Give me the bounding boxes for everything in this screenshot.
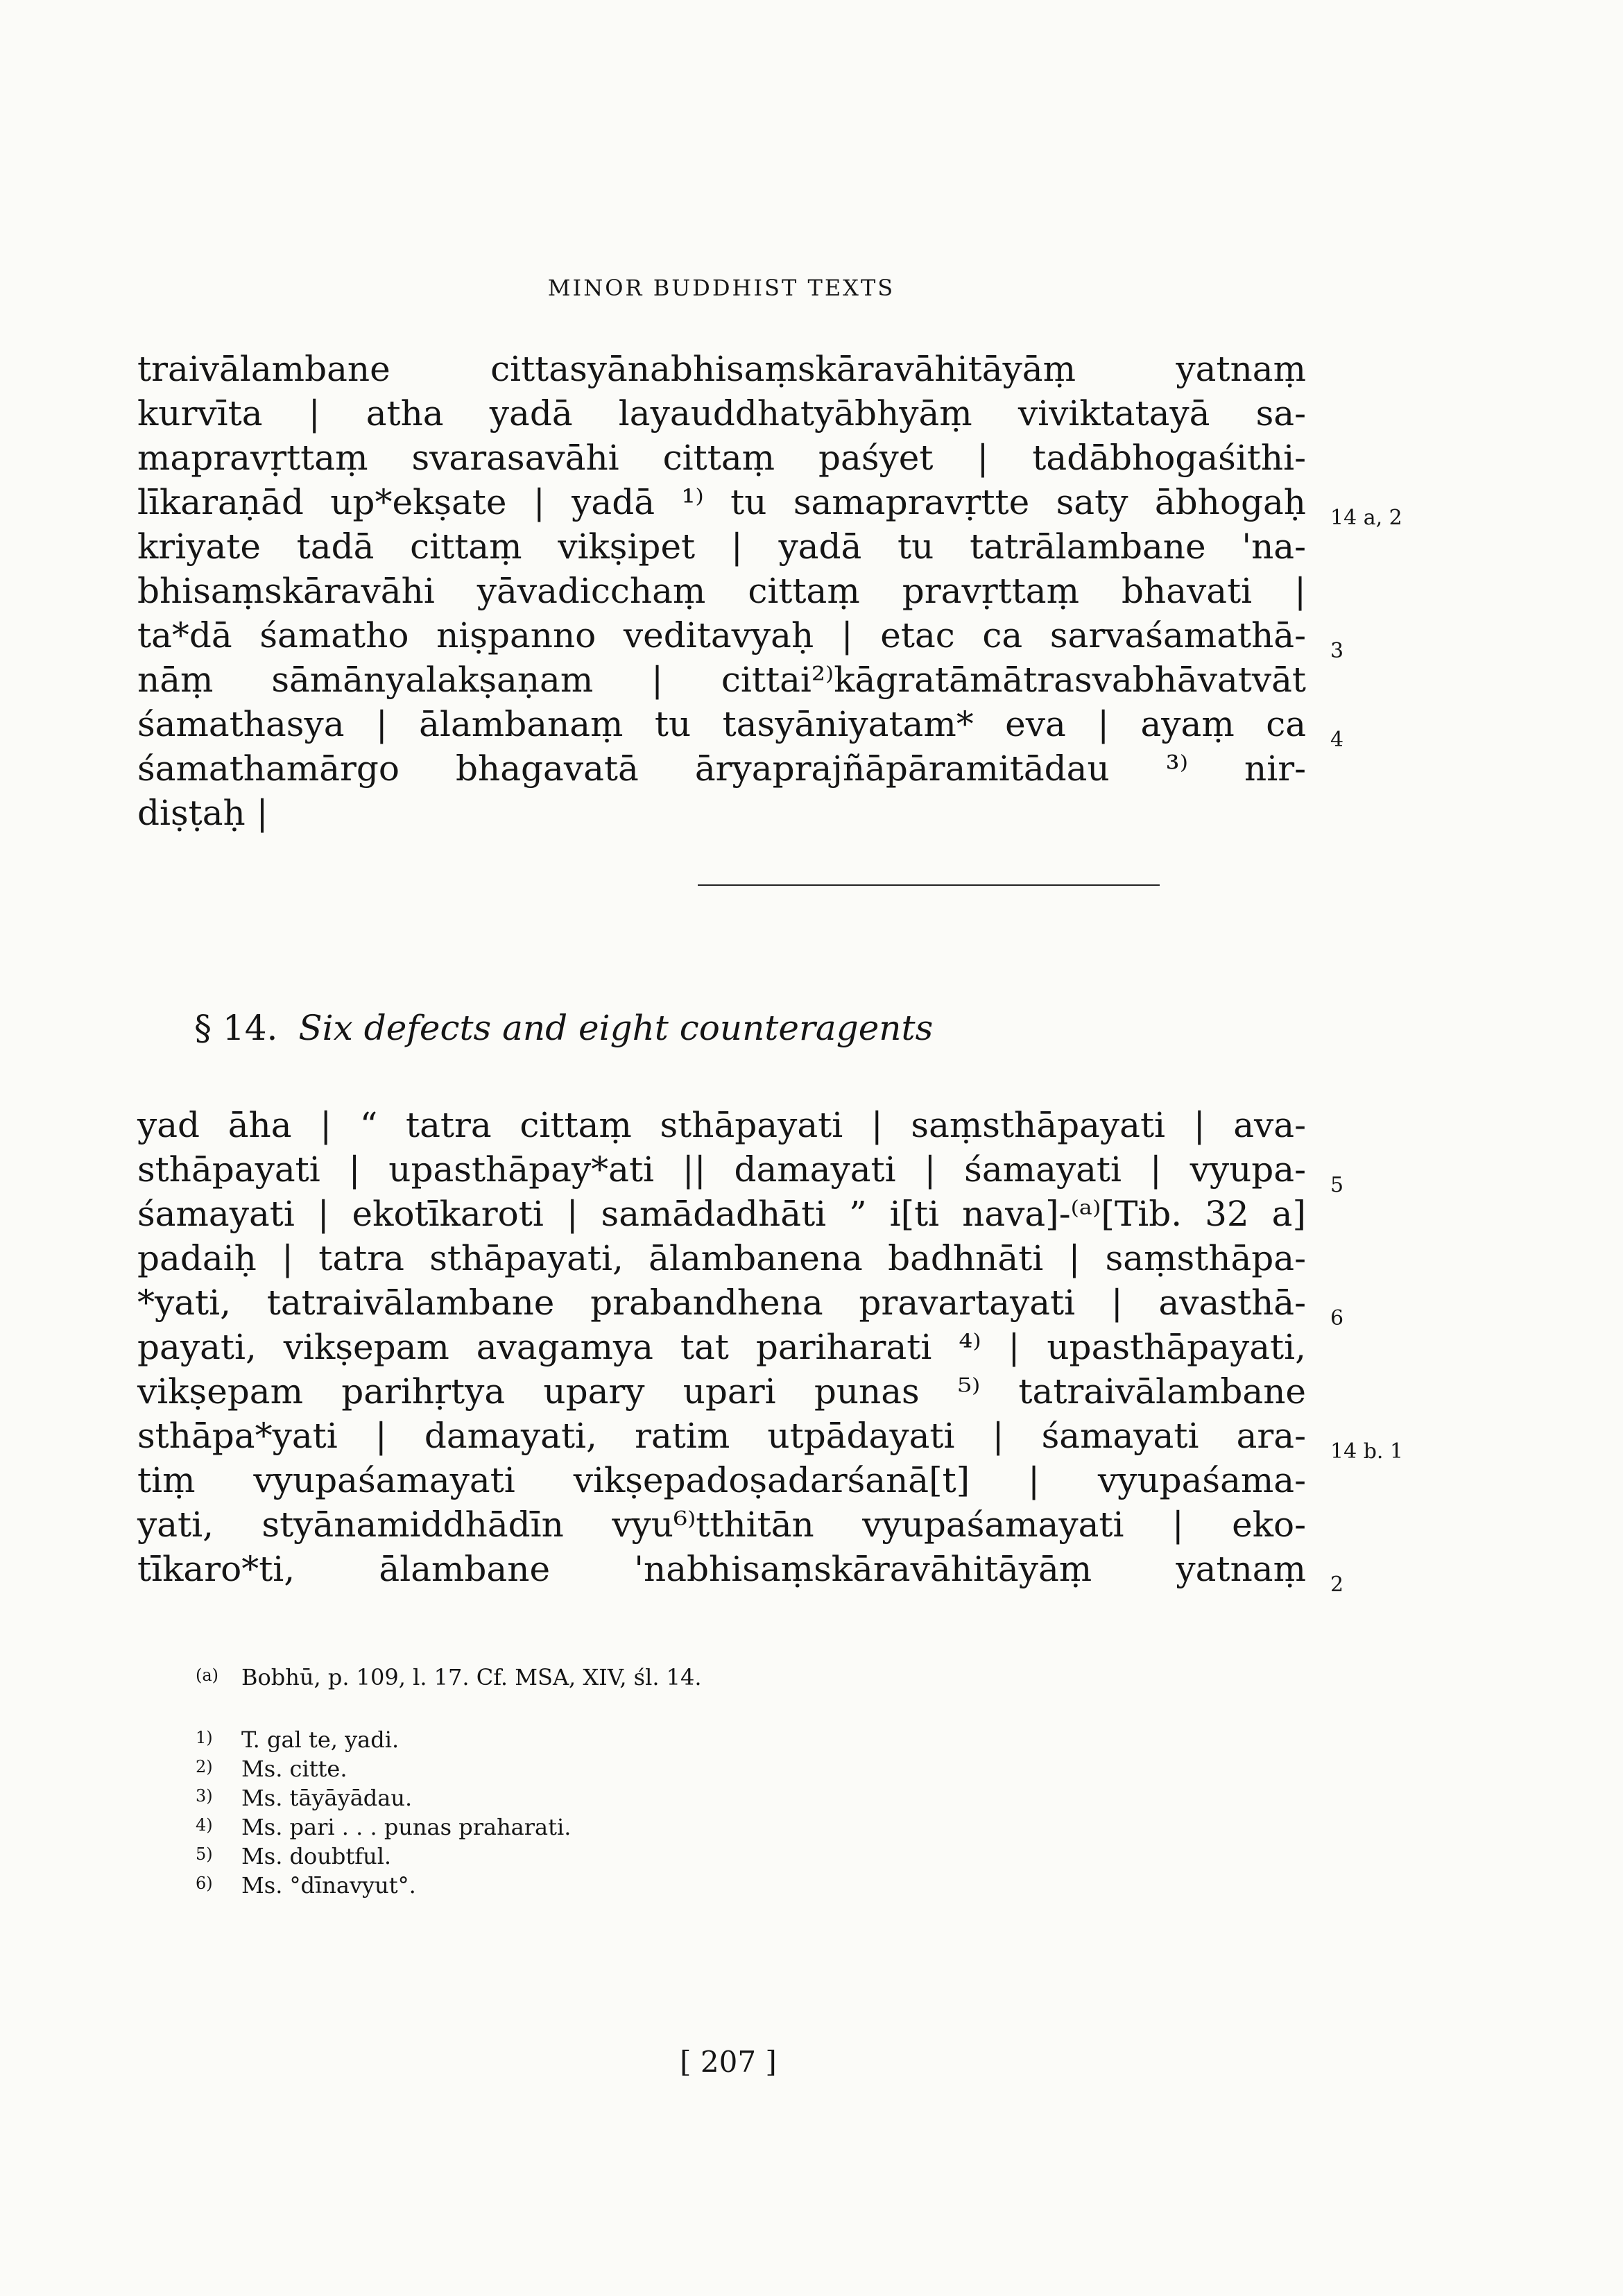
footnote-mark: 3) xyxy=(196,1786,213,1806)
p2-line-4: padaiḥ | tatra sthāpayati, ālambanena badhnāti | saṃsthāpa- xyxy=(137,1238,1306,1278)
footnote xyxy=(196,1724,399,1754)
footnote xyxy=(196,1753,347,1783)
p2-line-8: sthāpa*yati | damayati, ratim utpādayati | śamayati ara- xyxy=(137,1416,1306,1456)
margin-ref: 5 xyxy=(1330,1173,1344,1197)
footnote-text: Ms. doubtful. xyxy=(241,1843,392,1869)
footnote-text: Ms. citte. xyxy=(241,1756,347,1782)
footnote-text: Ms. °dīnavyut°. xyxy=(241,1872,416,1899)
p1-line-10: śamathamārgo bhagavatā āryaprajñāpāramitādau ³⁾ nir- xyxy=(137,748,1306,789)
footnote xyxy=(196,1661,702,1691)
footnote-mark: 4) xyxy=(196,1815,213,1835)
section-number: § 14. xyxy=(194,1008,278,1048)
p2-line-10: yati, styānamiddhādīn vyu⁶⁾tthitān vyupaśamayati | eko- xyxy=(137,1505,1306,1545)
margin-ref: 3 xyxy=(1330,639,1344,663)
p2-line-1: yad āha | “ tatra cittaṃ sthāpayati | saṃsthāpayati | ava- xyxy=(137,1105,1306,1145)
p1-line-3: mapravṛttaṃ svarasavāhi cittaṃ paśyet | tadābhogaśithi- xyxy=(137,438,1306,478)
footnote-mark: 1) xyxy=(196,1728,213,1747)
footnote-text: Ms. pari . . . punas praharati. xyxy=(241,1814,572,1840)
page-number: [ 207 ] xyxy=(680,2045,777,2079)
section-heading xyxy=(194,1006,933,1050)
footnote-mark: (a) xyxy=(196,1665,219,1685)
footnote-mark: 5) xyxy=(196,1844,213,1864)
margin-ref: 4 xyxy=(1330,728,1344,752)
p1-line-7: ta*dā śamatho niṣpanno veditavyaḥ | etac ca sarvaśamathā- xyxy=(137,615,1306,656)
p2-line-9: tiṃ vyupaśamayati vikṣepadoṣadarśanā[t] | vyupaśama- xyxy=(137,1460,1306,1500)
p2-line-5: *yati, tatraivālambane prabandhena pravartayati | avasthā- xyxy=(137,1283,1306,1323)
footnote-text: Bobhū, p. 109, l. 17. Cf. MSA, XIV, śl. 14. xyxy=(241,1664,702,1690)
p1-line-9: śamathasya | ālambanaṃ tu tasyāniyatam* eva | ayaṃ ca xyxy=(137,704,1306,744)
footnote-text: Ms. tāyāyādau. xyxy=(241,1785,413,1811)
p2-line-2: sthāpayati | upasthāpay*ati || damayati | śamayati | vyupa- xyxy=(137,1149,1306,1190)
footnote-mark: 6) xyxy=(196,1874,213,1893)
p1-line-5: kriyate tadā cittaṃ vikṣipet | yadā tu tatrālambane 'na- xyxy=(137,526,1306,567)
p1-line-2: kurvīta | atha yadā layauddhatyābhyāṃ viviktatayā sa- xyxy=(137,393,1306,434)
margin-ref: 14 b. 1 xyxy=(1330,1439,1404,1464)
title-underline xyxy=(698,884,1160,886)
margin-ref: 6 xyxy=(1330,1306,1344,1330)
margin-ref: 14 a, 2 xyxy=(1330,506,1402,530)
p2-line-3: śamayati | ekotīkaroti | samādadhāti ” i[ti nava]-⁽ᵃ⁾[Tib. 32 a] xyxy=(137,1194,1306,1234)
footnote-mark: 2) xyxy=(196,1757,213,1776)
p1-line-8: nāṃ sāmānyalakṣaṇam | cittai²⁾kāgratāmātrasvabhāvatvāt xyxy=(137,660,1306,700)
p1-line-1: traivālambane cittasyānabhisaṃskāravāhitāyāṃ yatnaṃ xyxy=(137,349,1306,389)
footnote xyxy=(196,1782,412,1812)
footnote-text: T. gal te, yadi. xyxy=(241,1727,400,1753)
section-title: Six defects and eight counteragents xyxy=(298,1008,934,1048)
p2-line-7: vikṣepam parihṛtya upary upari punas ⁵⁾ tatraivālambane xyxy=(137,1371,1306,1412)
p1-line-4: līkaraṇād up*ekṣate | yadā ¹⁾ tu samapravṛtte saty ābhogaḥ xyxy=(137,482,1306,522)
margin-ref: 2 xyxy=(1330,1573,1344,1597)
footnote xyxy=(196,1840,391,1870)
p1-line-6: bhisaṃskāravāhi yāvadicchaṃ cittaṃ pravṛttaṃ bhavati | xyxy=(137,571,1306,611)
p1-line-11: diṣṭaḥ | xyxy=(137,793,268,833)
p2-line-11: tīkaro*ti, ālambane 'nabhisaṃskāravāhitāyāṃ yatnaṃ xyxy=(137,1549,1306,1589)
p2-line-6: payati, vikṣepam avagamya tat pariharati ⁴⁾ | upasthāpayati, xyxy=(137,1327,1306,1367)
footnote xyxy=(196,1811,571,1841)
running-head: MINOR BUDDHIST TEXTS xyxy=(547,275,895,301)
footnote xyxy=(196,1869,416,1899)
